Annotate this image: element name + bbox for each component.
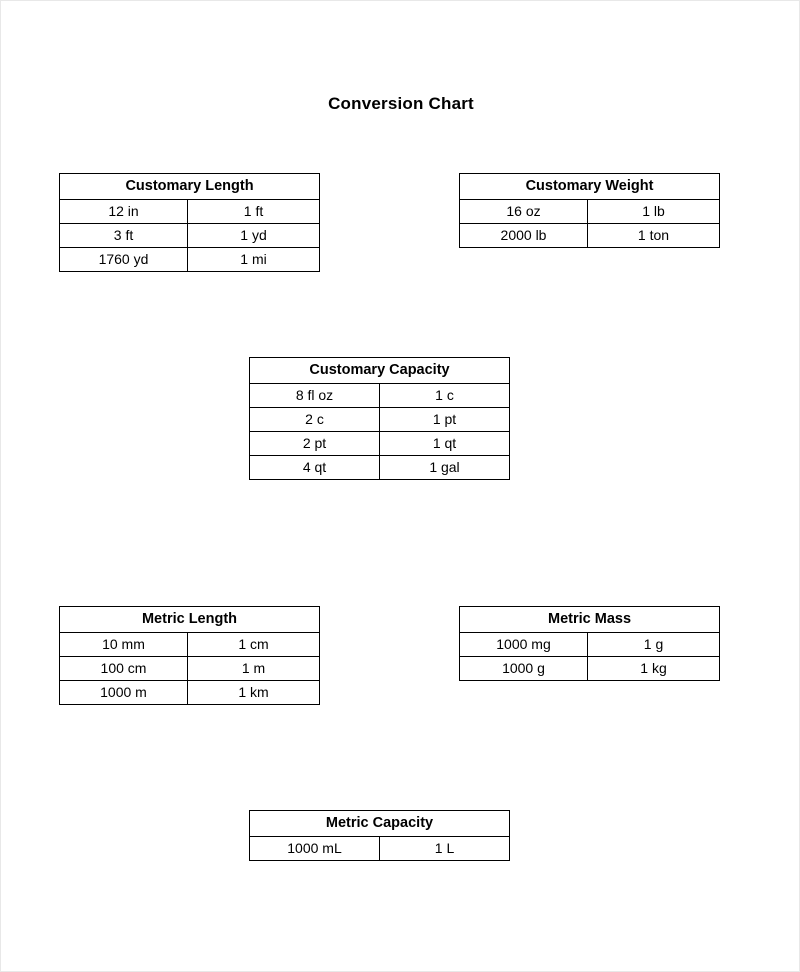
table-row <box>250 432 510 456</box>
conversion-to: 1 mi <box>188 248 320 272</box>
conversion-from: 1760 yd <box>60 248 188 272</box>
table-row <box>460 633 720 657</box>
conversion-from: 100 cm <box>60 657 188 681</box>
conversion-from: 10 mm <box>60 633 188 657</box>
table-row <box>460 657 720 681</box>
conversion-from: 2 c <box>250 408 380 432</box>
table-header-row <box>460 607 720 633</box>
conversion-from: 1000 g <box>460 657 588 681</box>
table-metric-mass <box>459 606 720 681</box>
table-title: Metric Mass <box>460 607 720 633</box>
table-row <box>60 657 320 681</box>
conversion-from: 8 fl oz <box>250 384 380 408</box>
table-title: Customary Capacity <box>250 358 510 384</box>
table-header-row <box>250 811 510 837</box>
conversion-to: 1 ft <box>188 200 320 224</box>
table-row <box>460 200 720 224</box>
table-title: Customary Length <box>60 174 320 200</box>
table-header-row <box>460 174 720 200</box>
table-customary-capacity <box>249 357 510 480</box>
conversion-to: 1 ton <box>588 224 720 248</box>
conversion-to: 1 gal <box>380 456 510 480</box>
conversion-from: 4 qt <box>250 456 380 480</box>
table-row <box>60 224 320 248</box>
table-metric-capacity <box>249 810 510 861</box>
conversion-to: 1 L <box>380 837 510 861</box>
conversion-from: 2 pt <box>250 432 380 456</box>
conversion-to: 1 lb <box>588 200 720 224</box>
table-row <box>250 837 510 861</box>
conversion-to: 1 yd <box>188 224 320 248</box>
table-row <box>250 456 510 480</box>
conversion-from: 16 oz <box>460 200 588 224</box>
table-row <box>60 248 320 272</box>
table-header-row <box>250 358 510 384</box>
conversion-from: 12 in <box>60 200 188 224</box>
conversion-to: 1 qt <box>380 432 510 456</box>
conversion-to: 1 m <box>188 657 320 681</box>
table-title: Metric Length <box>60 607 320 633</box>
table-row <box>60 633 320 657</box>
table-customary-weight <box>459 173 720 248</box>
conversion-to: 1 c <box>380 384 510 408</box>
page-title: Conversion Chart <box>328 94 474 113</box>
table-row <box>60 200 320 224</box>
conversion-from: 2000 lb <box>460 224 588 248</box>
conversion-to: 1 km <box>188 681 320 705</box>
table-title: Metric Capacity <box>250 811 510 837</box>
conversion-from: 1000 mL <box>250 837 380 861</box>
table-header-row <box>60 174 320 200</box>
table-row <box>60 681 320 705</box>
table-customary-length <box>59 173 320 272</box>
conversion-to: 1 cm <box>188 633 320 657</box>
table-header-row <box>60 607 320 633</box>
table-metric-length <box>59 606 320 705</box>
table-title: Customary Weight <box>460 174 720 200</box>
conversion-from: 3 ft <box>60 224 188 248</box>
conversion-from: 1000 m <box>60 681 188 705</box>
table-row <box>460 224 720 248</box>
table-row <box>250 384 510 408</box>
conversion-from: 1000 mg <box>460 633 588 657</box>
conversion-to: 1 g <box>588 633 720 657</box>
conversion-to: 1 kg <box>588 657 720 681</box>
conversion-to: 1 pt <box>380 408 510 432</box>
table-row <box>250 408 510 432</box>
